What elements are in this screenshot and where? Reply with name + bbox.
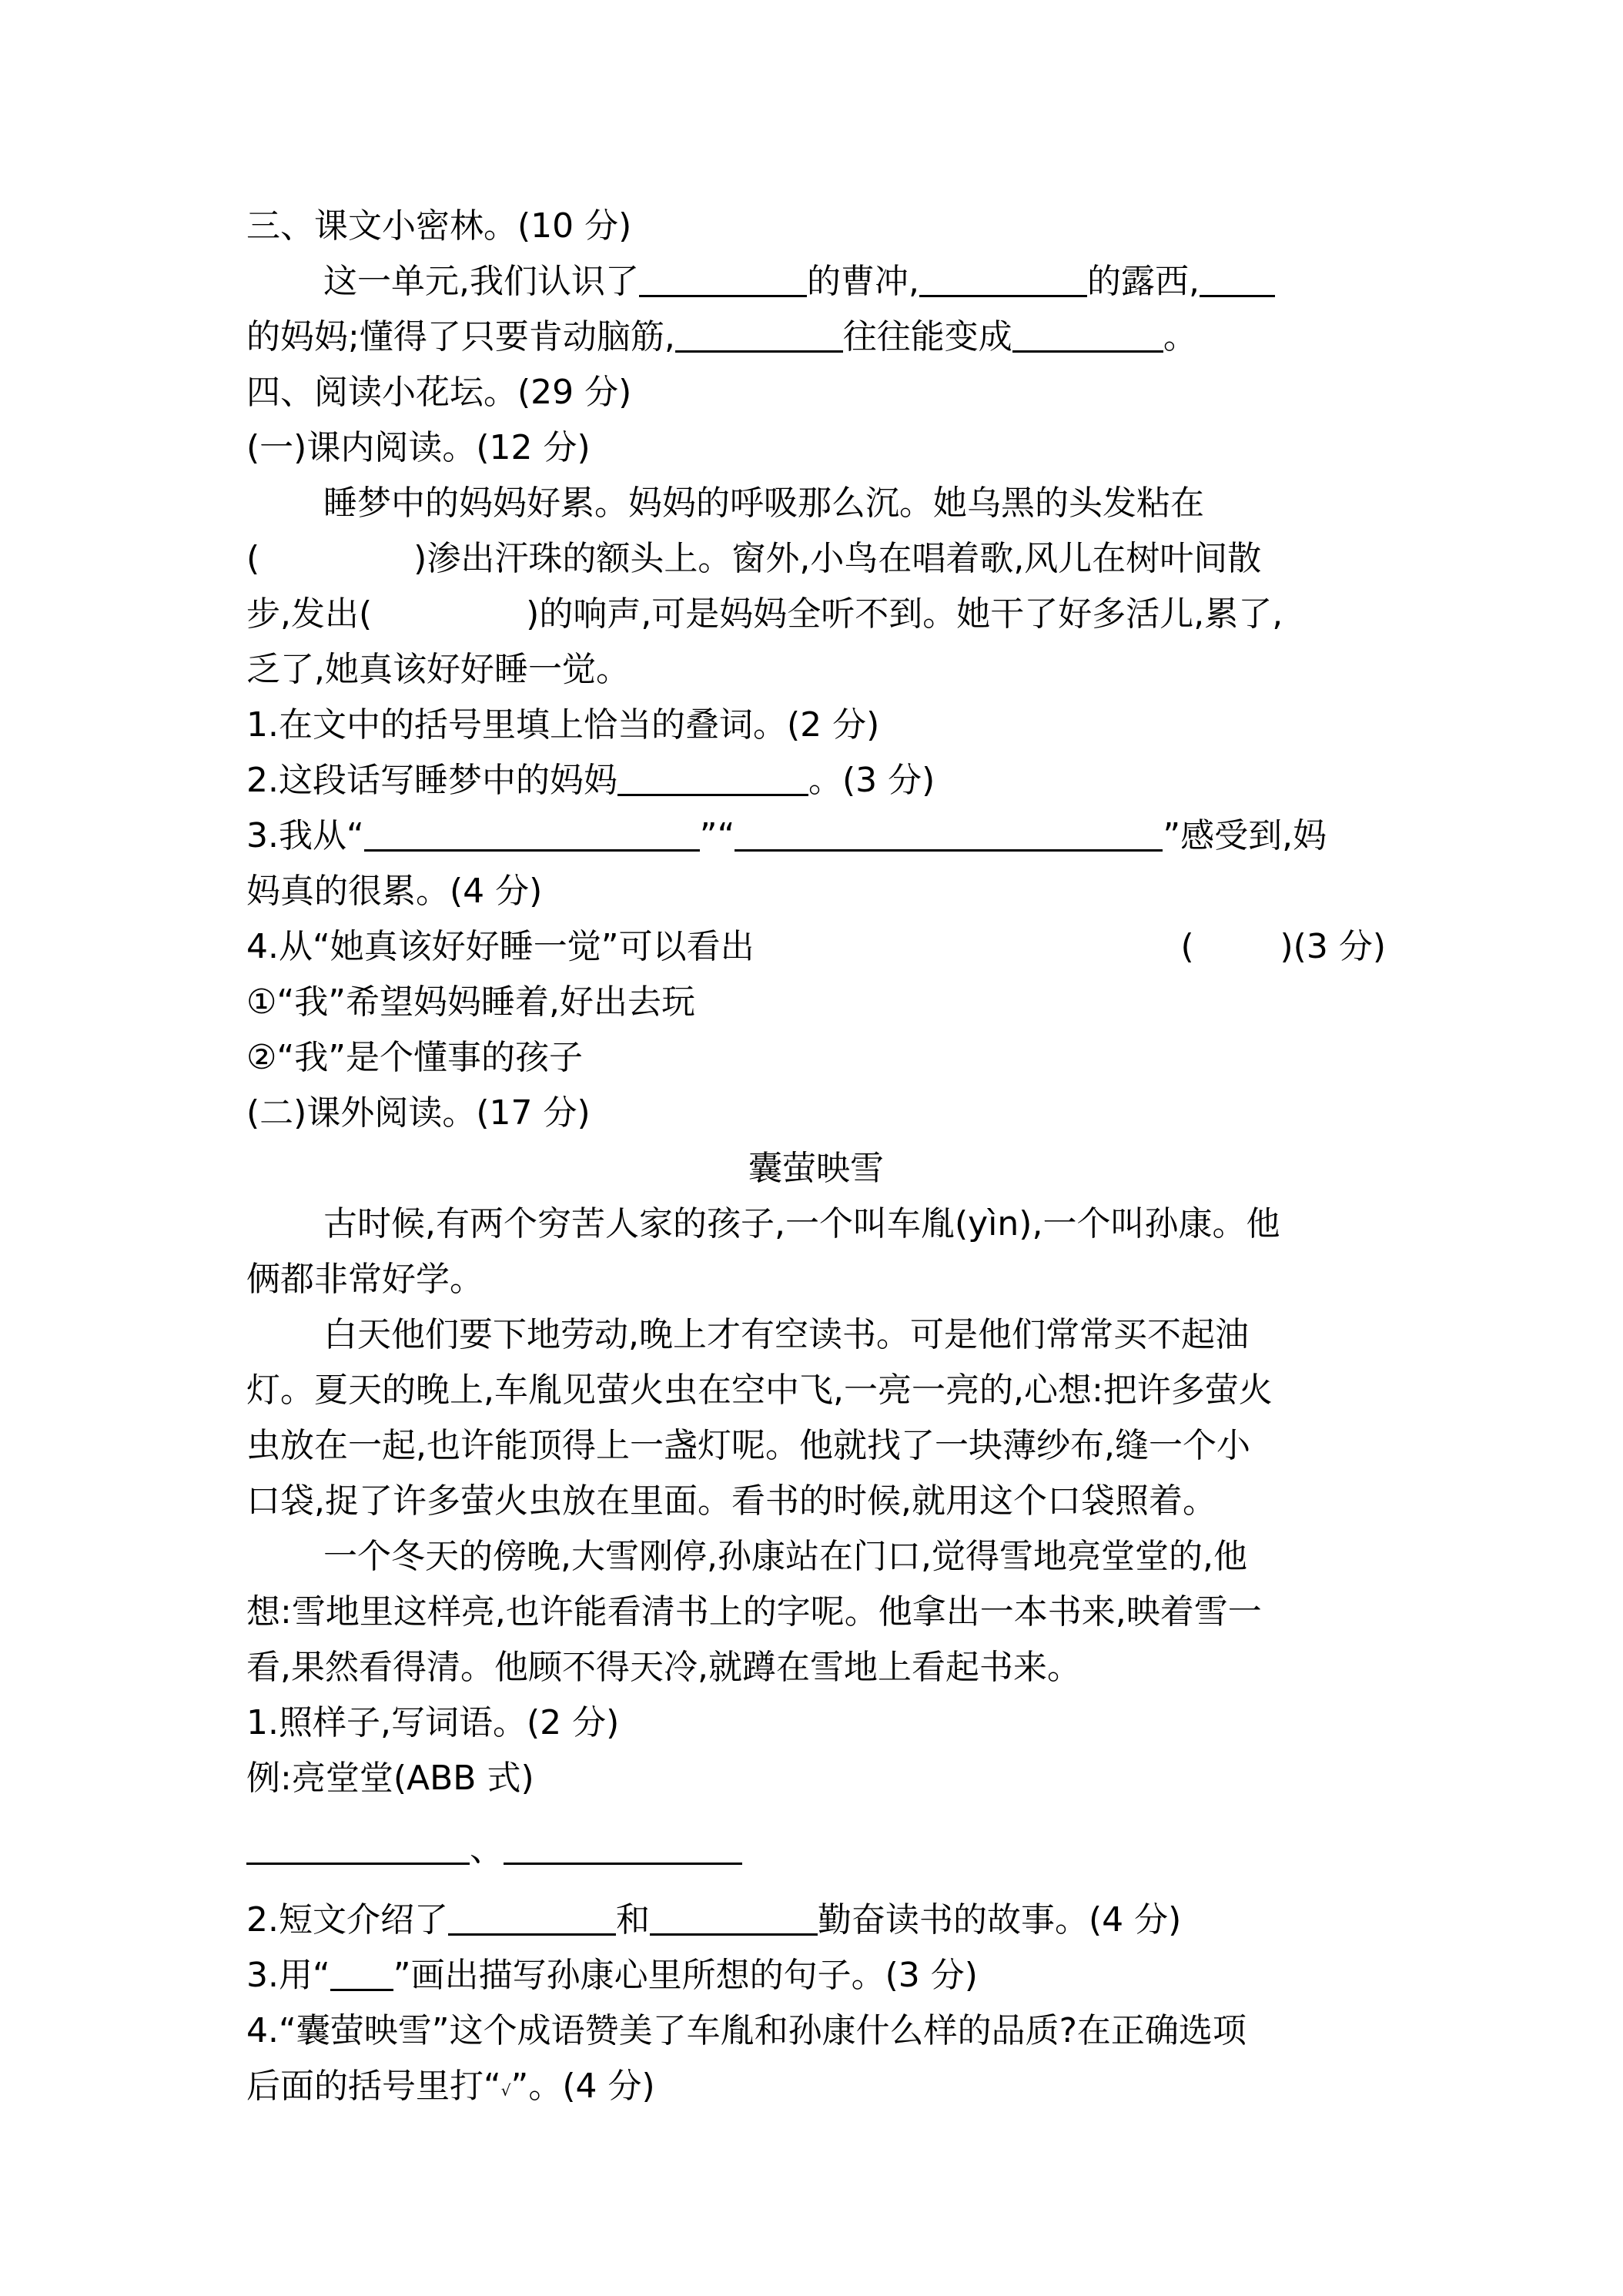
passage-1-line-1 [246, 476, 1386, 531]
part-2-question-1 [246, 1695, 1386, 1751]
part-1-question-1 [246, 698, 1386, 753]
text: 。 [1163, 317, 1197, 356]
blank-abb-2[interactable] [504, 1827, 742, 1865]
part-1-title [246, 420, 1386, 476]
text: 虫放在一起,也许能顶得上一盏灯呢。他就找了一块薄纱布,缝一个小 [246, 1426, 1250, 1465]
blank-cao-chong[interactable] [639, 259, 807, 297]
text: 4.“囊萤映雪”这个成语赞美了车胤和孙康什么样的品质?在正确选项 [246, 2011, 1247, 2050]
blank-q2[interactable] [617, 758, 808, 796]
part-1-question-3-cont [246, 864, 1386, 919]
text: 1.照样子,写词语。(2 分) [246, 1703, 620, 1742]
section-4-title-text: 四、阅读小花坛。(29 分) [246, 373, 632, 412]
text: 例:亮堂堂(ABB 式) [246, 1759, 534, 1798]
blank-turn-from[interactable] [675, 315, 843, 353]
text: 的曹冲, [807, 262, 919, 301]
story-line-9 [246, 1640, 1386, 1695]
blank-abb-1[interactable] [246, 1827, 470, 1865]
blank-turn-into[interactable] [1012, 315, 1163, 353]
text: 白天他们要下地劳动,晚上才有空读书。可是他们常常买不起油 [323, 1315, 1249, 1354]
text: ”画出描写孙康心里所想的句子。(3 分) [393, 1956, 978, 1995]
text: 想:雪地里这样亮,也许能看清书上的字呢。他拿出一本书来,映着雪一 [246, 1592, 1262, 1632]
text: 乏了,她真该好好睡一觉。 [246, 650, 630, 689]
text: ”。(4 分) [510, 2067, 655, 2106]
text: 4.从“她真该好好睡一觉”可以看出 [246, 927, 755, 966]
worksheet-page [246, 199, 1386, 2114]
section-3-title [246, 199, 1386, 254]
section-3-line-2 [246, 310, 1386, 365]
part-2-question-4 [246, 2003, 1386, 2059]
passage-1-line-2 [246, 531, 1386, 587]
answer-paren[interactable]: ( )(3 分) [1180, 927, 1386, 966]
part-2-title-text: (二)课外阅读。(17 分) [246, 1093, 591, 1133]
story-line-4 [246, 1363, 1386, 1418]
part-2-question-3 [246, 1948, 1386, 2003]
story-title-text: 囊萤映雪 [748, 1149, 884, 1188]
part-2-question-2 [246, 1893, 1386, 1948]
story-line-5 [246, 1418, 1386, 1474]
blank-name-2[interactable] [650, 1898, 818, 1936]
story-title [246, 1141, 1386, 1197]
part-2-title [246, 1086, 1386, 1141]
story-line-8 [246, 1585, 1386, 1640]
text: 古时候,有两个穷苦人家的孩子,一个叫车胤(yìn),一个叫孙康。他 [323, 1204, 1280, 1243]
section-3-line-1 [246, 254, 1386, 310]
option-1 [246, 975, 1386, 1030]
check-mark-icon: √ [500, 2081, 511, 2100]
text: ②“我”是个懂事的孩子 [246, 1038, 584, 1077]
text: 睡梦中的妈妈好累。妈妈的呼吸那么沉。她乌黑的头发粘在 [323, 484, 1204, 523]
part-2-question-4-cont [246, 2059, 1386, 2114]
text: 妈真的很累。(4 分) [246, 872, 543, 911]
text: )的响声,可是妈妈全听不到。她干了好多活儿,累了, [526, 594, 1283, 634]
text: ”感受到,妈 [1163, 816, 1327, 855]
text: 的妈妈;懂得了只要肯动脑筋, [246, 317, 675, 356]
part-1-question-2 [246, 753, 1386, 808]
text: 2.短文介绍了 [246, 1900, 448, 1940]
part-2-question-1-example [246, 1751, 1386, 1806]
blank-mother[interactable] [1200, 259, 1275, 297]
text: 看,果然看得清。他顾不得天冷,就蹲在雪地上看起书来。 [246, 1648, 1081, 1687]
text: 、 [470, 1829, 504, 1869]
text: 2.这段话写睡梦中的妈妈 [246, 761, 617, 800]
blank-lucy[interactable] [919, 259, 1087, 297]
text: 。(3 分) [808, 761, 935, 800]
text: 这一单元,我们认识了 [323, 262, 639, 301]
part-1-title-text: (一)课内阅读。(12 分) [246, 428, 591, 467]
text: ①“我”希望妈妈睡着,好出去玩 [246, 982, 696, 1022]
story-line-2 [246, 1252, 1386, 1307]
text: 灯。夏天的晚上,车胤见萤火虫在空中飞,一亮一亮的,心想:把许多萤火 [246, 1371, 1273, 1410]
underline-sample [330, 1953, 393, 1991]
section-3-title-text: 三、课文小密林。(10 分) [246, 206, 632, 246]
part-1-question-3 [246, 808, 1386, 864]
blank-q3-b[interactable] [735, 814, 1163, 852]
text: 3.用“ [246, 1956, 330, 1995]
text: 勤奋读书的故事。(4 分) [817, 1900, 1182, 1940]
text: 往往能变成 [842, 317, 1012, 356]
text: 步,发出( [246, 594, 373, 634]
text: 一个冬天的傍晚,大雪刚停,孙康站在门口,觉得雪地亮堂堂的,他 [323, 1537, 1247, 1576]
passage-1-line-3 [246, 587, 1386, 642]
part-2-question-1-answers [246, 1806, 1386, 1893]
text: 后面的括号里打“ [246, 2067, 501, 2106]
text: 俩都非常好学。 [246, 1260, 484, 1299]
story-line-1 [246, 1197, 1386, 1252]
text: 3.我从“ [246, 816, 364, 855]
text: ”“ [699, 816, 735, 855]
story-line-7 [246, 1529, 1386, 1585]
text: )渗出汗珠的额头上。窗外,小鸟在唱着歌,风儿在树叶间散 [413, 539, 1262, 578]
section-4-title [246, 365, 1386, 420]
blank-name-1[interactable] [448, 1898, 616, 1936]
part-1-question-4 [246, 919, 1386, 975]
text: ( [246, 539, 260, 578]
option-2 [246, 1030, 1386, 1086]
text: 1.在文中的括号里填上恰当的叠词。(2 分) [246, 705, 880, 745]
text: 的露西, [1087, 262, 1200, 301]
story-line-3 [246, 1307, 1386, 1363]
passage-1-line-4 [246, 642, 1386, 698]
text: 和 [615, 1900, 650, 1940]
text: 口袋,捉了许多萤火虫放在里面。看书的时候,就用这个口袋照着。 [246, 1481, 1216, 1521]
story-line-6 [246, 1474, 1386, 1529]
blank-q3-a[interactable] [364, 814, 700, 852]
